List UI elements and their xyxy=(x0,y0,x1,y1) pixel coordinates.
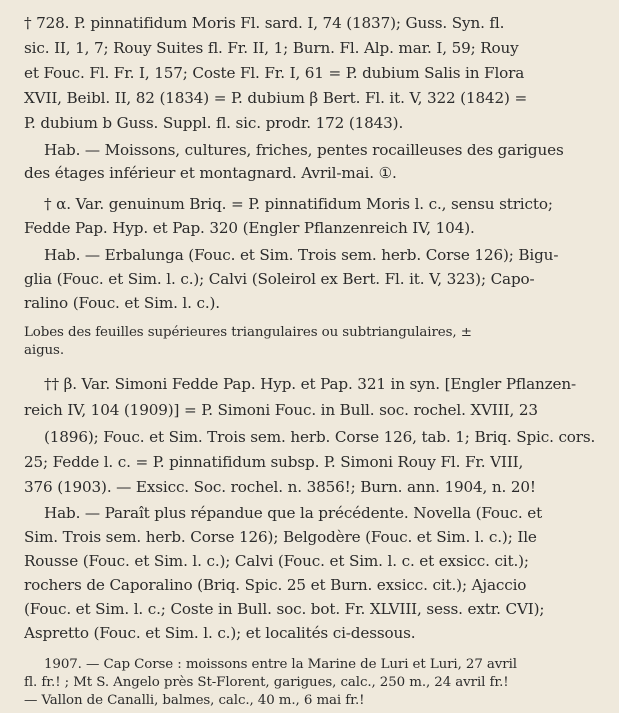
text-line: 376 (1903). — Exsicc. Soc. rochel. n. 3856!; Burn. ann. 1904, n. 20! xyxy=(24,478,536,496)
text-line: sic. II, 1, 7; Rouy Suites fl. Fr. II, 1; Burn. Fl. Alp. mar. I, 59; Rouy xyxy=(24,39,519,57)
habitat-line: Hab. — Erbalunga (Fouc. et Sim. Trois sem. herb. Corse 126); Bigu- xyxy=(44,246,559,264)
habitat-line: glia (Fouc. et Sim. l. c.); Calvi (Soleirol ex Bert. Fl. it. V, 323); Capo- xyxy=(24,270,535,288)
text-line: 25; Fedde l. c. = P. pinnatifidum subsp. P. Simoni Rouy Fl. Fr. VIII, xyxy=(24,453,524,471)
habitat-line: des étages inférieur et montagnard. Avril-mai. ①. xyxy=(24,164,397,182)
text-line: †† β. Var. Simoni Fedde Pap. Hyp. et Pap. 321 in syn. [Engler Pflanzen- xyxy=(44,375,576,393)
note-line: Lobes des feuilles supérieures triangulaires ou subtriangulaires, ± xyxy=(24,325,472,340)
habitat-line: Aspretto (Fouc. et Sim. l. c.); et localités ci-dessous. xyxy=(24,624,416,642)
text-line: XVII, Beibl. II, 82 (1834) = P. dubium β Bert. Fl. it. V, 322 (1842) = xyxy=(24,89,528,107)
note-line: — Vallon de Canalli, balmes, calc., 40 m., 6 mai fr.! xyxy=(24,693,365,708)
text-line: reich IV, 104 (1909)] = P. Simoni Fouc. in Bull. soc. rochel. XVIII, 23 xyxy=(24,401,538,419)
habitat-line: ralino (Fouc. et Sim. l. c.). xyxy=(24,294,220,312)
note-line: aigus. xyxy=(24,343,64,358)
note-line: 1907. — Cap Corse : moissons entre la Marine de Luri et Luri, 27 avril xyxy=(44,657,517,672)
text-line: P. dubium b Guss. Suppl. fl. sic. prodr. 172 (1843). xyxy=(24,114,404,132)
habitat-line: Hab. — Paraît plus répandue que la précédente. Novella (Fouc. et xyxy=(44,504,543,522)
text-line: † 728. P. pinnatifidum Moris Fl. sard. I, 74 (1837); Guss. Syn. fl. xyxy=(24,14,505,32)
text-line: et Fouc. Fl. Fr. I, 157; Coste Fl. Fr. I, 61 = P. dubium Salis in Flora xyxy=(24,64,525,82)
habitat-line: Rousse (Fouc. et Sim. l. c.); Calvi (Fouc. et Sim. l. c. et exsicc. cit.); xyxy=(24,552,529,570)
text-line: (1896); Fouc. et Sim. Trois sem. herb. Corse 126, tab. 1; Briq. Spic. cors. xyxy=(44,428,596,446)
habitat-line: rochers de Caporalino (Briq. Spic. 25 et Burn. exsicc. cit.); Ajaccio xyxy=(24,576,527,594)
text-line: Fedde Pap. Hyp. et Pap. 320 (Engler Pflanzenreich IV, 104). xyxy=(24,219,475,237)
habitat-line: (Fouc. et Sim. l. c.; Coste in Bull. soc. bot. Fr. XLVIII, sess. extr. CVI); xyxy=(24,600,545,618)
habitat-line: Sim. Trois sem. herb. Corse 126); Belgodère (Fouc. et Sim. l. c.); Ile xyxy=(24,528,537,546)
habitat-line: Hab. — Moissons, cultures, friches, pentes rocailleuses des garigues xyxy=(44,141,564,159)
text-line: † α. Var. genuinum Briq. = P. pinnatifidum Moris l. c., sensu stricto; xyxy=(44,195,553,213)
note-line: fl. fr.! ; Mt S. Angelo près St-Florent, garigues, calc., 250 m., 24 avril fr.! xyxy=(24,675,509,690)
